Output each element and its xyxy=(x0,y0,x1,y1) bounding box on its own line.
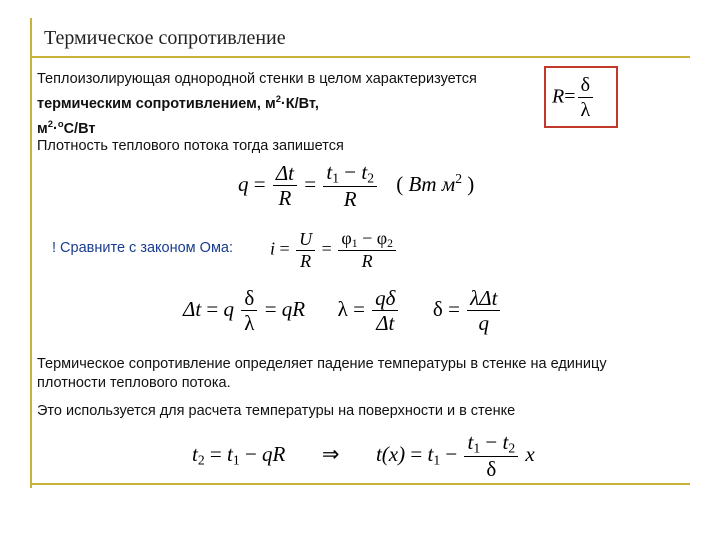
paragraph-usage: Это используется для расчета температуры на поверхности и в стенке xyxy=(37,403,516,419)
paragraph-meaning: Термическое сопротивление определяет падение температуры в стенке на единицу плотности теплового потока. xyxy=(37,356,607,391)
left-border-line xyxy=(30,18,32,488)
slide-title: Термическое сопротивление xyxy=(44,27,286,49)
bottom-border-line xyxy=(30,483,690,485)
heat-flux-formula: q = $\frac{\Delta t}{R}$ = $\frac{t_1 - t_2}{R}$ ( Bm $м^2$ ) xyxy=(238,160,475,212)
ohm-law-note: ! Сравните с законом Ома: xyxy=(52,240,234,256)
paragraph-heat-flux: Плотность теплового потока тогда запишется xyxy=(37,138,344,154)
resistance-formula: R= $\frac{\delta}{\lambda}$ xyxy=(552,74,595,122)
temperature-drop-formulas: Δt = q $\frac{\delta}{\lambda}$ = qR λ = $\frac{q\delta}{\Delta t}$ δ = $\frac{\text{λΔt}}{q}$ xyxy=(183,286,502,336)
paragraph-definition: Теплоизолирующая однородной стенки в целом характеризуется термическим сопротивлением, $м^2\cdot К/Вт$, $м^2\cdot^оС/Вт$ xyxy=(37,71,477,137)
ohm-law-formula: i = $\frac{U}{R}$ = $\frac{\varphi_1 - \varphi_2}{R}$ xyxy=(270,228,398,273)
resistance-formula-box xyxy=(544,66,618,128)
wall-temperature-formulas: $t_2 = t_1$ − qR ⇒ $t(x) = t_1$ − $\frac{t_1 - t_2}{\delta}$ x xyxy=(192,430,535,482)
title-underline xyxy=(30,56,690,58)
